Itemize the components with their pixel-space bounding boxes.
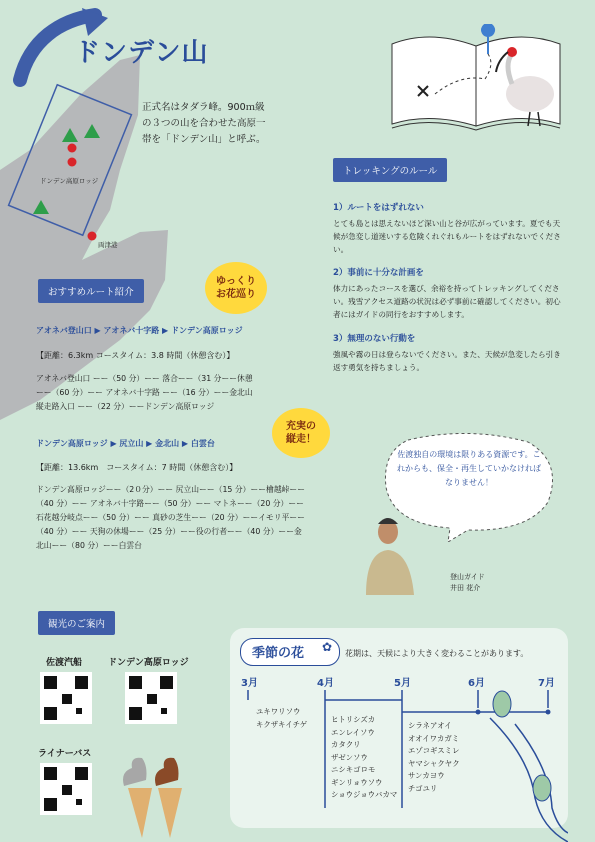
guide-name: 井田 花介 <box>450 584 481 592</box>
guide-photo <box>360 510 430 595</box>
month-5: 5月 <box>394 678 411 689</box>
flower-name: ザゼンソウ <box>331 752 368 762</box>
season-title: 季節の花 <box>252 646 305 661</box>
flower-name: エンレイソウ <box>331 727 375 737</box>
slow-course-bubble: ゆっくり お花巡り <box>205 262 267 314</box>
month-4: 4月 <box>317 678 334 689</box>
book-bird-illustration <box>390 24 565 134</box>
flower-icon: ✿ <box>322 640 333 654</box>
qr-label-bus: ライナーバス <box>38 749 92 759</box>
month-7: 7月 <box>538 678 555 689</box>
route1-head: アオネバ登山口 ▶ アオネバ十字路 ▶ ドンデン高原ロッジ <box>36 326 243 335</box>
guide-speech: 佐渡独自の環境は限りある資源です。これからも、保全・再生していかなければなりません！ <box>397 450 541 487</box>
lodge-marker <box>68 144 77 153</box>
flower-name: チゴユリ <box>408 783 438 793</box>
route2-body: ドンデン高原ロッジーー（2０分）ーー 尻立山ーー（15 分）ーー檜越峠ーー（40 分）ーー アオネバ十字路ーー（50 分）ーー マトネーー（20 分）ーー 石花越分岐点ーー（50 分）ーー 真砂の芝生ーー（20 分）ーーイモリ平ーー（40 分）ーー 天狗の休場ーー（25 分）ーー役の行者ーー（40 分）ーー金北山ーー（80 分）ーー白雲台 <box>36 485 306 550</box>
flower-name: ギンリョウソウ <box>331 777 383 787</box>
flower-name: キクザキイチゲ <box>256 719 308 729</box>
month-6: 6月 <box>468 678 485 689</box>
rule1-body: とても島とは思えないほど深い山と谷が広がっています。夏でも天候が急変し道迷いする危険くれぐれもルートをはずれないでください。 <box>333 219 561 254</box>
guide-role: 登山ガイド <box>450 573 485 581</box>
qr-code-ferry[interactable] <box>40 672 92 724</box>
flower-name: エゾコギスミレ <box>408 746 460 755</box>
season-note: 花期は、天候により大きく変わることがあります。 <box>345 649 529 658</box>
rule2-head: 2）事前に十分な計画を <box>333 268 424 278</box>
qr-code-bus[interactable] <box>40 763 92 815</box>
rule2-body: 体力にあったコースを選び、余裕を持ってトレッキングしてください。残雪アクセス道路の状況は必ず事前に確認してください。初心者にはガイドの同行をおすすめします。 <box>333 284 561 319</box>
flower-name: カタクリ <box>331 740 361 749</box>
tree-icon <box>533 775 551 801</box>
route1-body: アオネバ登山口 ーー（50 分）ーー 落合ーー（31 分ーー休憩 ーー（60 分）ーー アオネバ十字路 ーー（16 分）ーー金北山縦走路入口 ーー（22 分）ーードンデン高原ロッジ <box>36 374 253 411</box>
recommended-tag: おすすめルート紹介 <box>38 279 144 303</box>
map-label-port: 両津港 <box>98 241 118 249</box>
route2-meta: 【距離：13.6km コースタイム：7 時間（休憩含む）】 <box>36 463 238 472</box>
full-course-bubble: 充実の 縦走！ <box>272 408 330 458</box>
month-3: 3月 <box>241 678 258 689</box>
flower-name: ヤマシャクヤク <box>408 758 460 768</box>
tree-icon <box>493 691 511 717</box>
flower-name: ニシキゴロモ <box>331 765 376 774</box>
flower-group-may <box>408 720 460 795</box>
flower-group-april <box>331 714 397 802</box>
rule3-head: 3）無理のない行動を <box>333 334 416 344</box>
flower-group-march <box>256 706 307 731</box>
season-lines <box>230 628 568 842</box>
qr-label-ferry: 佐渡汽船 <box>46 658 83 668</box>
soft-serve-icon <box>112 746 192 842</box>
flower-name: オオイワカガミ <box>408 733 460 743</box>
flower-name: シラネアオイ <box>408 721 452 730</box>
page-title: ドンデン山 <box>74 38 209 68</box>
qr-code-lodge[interactable] <box>125 672 177 724</box>
rule1-head: 1）ルートをはずれない <box>333 203 424 213</box>
flower-name: ショウジョウバカマ <box>331 790 398 799</box>
flower-name: サンカヨウ <box>408 771 445 780</box>
sightseeing-tag: 観光のご案内 <box>38 611 115 635</box>
qr-label-lodge: ドンデン高原ロッジ <box>108 658 189 668</box>
lodge-marker <box>68 158 77 167</box>
port-marker <box>88 232 97 241</box>
rule3-body: 強風や霧の日は登らないでください。また、天候が急変したら引き返す勇気を持ちましょう。 <box>333 350 561 372</box>
intro-text: 正式名はタダラ峰。900ｍ級の３つの山を合わせた高原一帯を「ドンデン山」と呼ぶ。 <box>142 102 266 145</box>
flower-name: ヒトリシズカ <box>331 715 376 724</box>
route1-meta: 【距離：6.3km コースタイム：3.8 時間（休憩含む）】 <box>36 351 235 360</box>
route2-head: ドンデン高原ロッジ ▶ 尻立山 ▶ 金北山 ▶ 白雲台 <box>36 439 215 448</box>
flower-name: ユキワリソウ <box>256 707 301 716</box>
rules-tag: トレッキングのルール <box>333 158 447 182</box>
map-label-lodge: ドンデン高原ロッジ <box>40 177 99 185</box>
